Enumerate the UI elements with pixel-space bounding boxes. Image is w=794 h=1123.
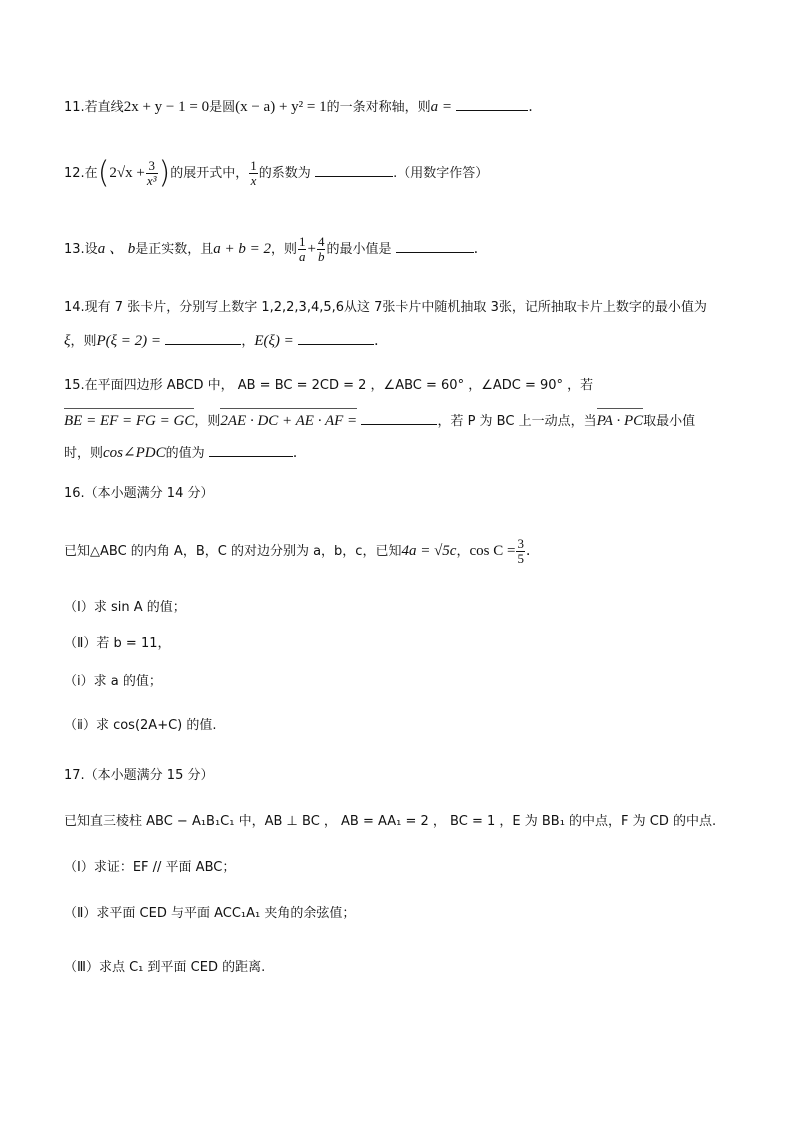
q13-f2-den: b bbox=[317, 249, 325, 264]
question-14-line-1: 14.现有 7 张卡片，分别写上数字 1,2,2,3,4,5,6从这 7张卡片中随机抽取 3张，记所抽取卡片上数字的最小值为 bbox=[64, 300, 707, 315]
q16-end: . bbox=[525, 543, 531, 559]
q14-end: . bbox=[374, 333, 379, 349]
q13-vars: a 、 b bbox=[97, 241, 136, 257]
q13-answer-blank[interactable] bbox=[396, 238, 474, 253]
q12-term-num: 1 bbox=[250, 158, 257, 173]
q14-answer-blank-1[interactable] bbox=[165, 330, 241, 345]
q15-cos: cos∠PDC bbox=[103, 445, 166, 461]
q12-right-paren: ) bbox=[158, 155, 171, 191]
q11-answer-var: a = bbox=[430, 99, 453, 115]
q15-answer-blank-1[interactable] bbox=[361, 410, 437, 425]
question-17-part-2: （Ⅱ）求平面 CED 与平面 ACC₁A₁ 夹角的余弦值； bbox=[64, 906, 356, 921]
q14-expectation: E(ξ) = bbox=[254, 333, 294, 349]
q13-mid1: 是正实数，且 bbox=[135, 242, 214, 257]
q12-mid: 的展开式中， bbox=[170, 166, 249, 181]
q16-stem-prefix: 已知△ABC 的内角 A，B，C 的对边分别为 a，b，c，已知 bbox=[64, 544, 402, 559]
q12-suffix: 的系数为 bbox=[258, 166, 311, 181]
q15-vector-equation: BE = EF = FG = GC bbox=[64, 413, 195, 429]
q11-prefix: 11.若直线 bbox=[64, 100, 124, 115]
q13-end: . bbox=[473, 241, 479, 257]
q11-circle-equation: (x − a) + y² = 1 bbox=[235, 99, 327, 115]
q11-suffix: 的一条对称轴，则 bbox=[326, 100, 431, 115]
q16-fraction bbox=[516, 537, 525, 566]
q13-mid2: ，则 bbox=[270, 242, 297, 257]
question-16-part-2-ii: （ⅱ）求 cos(2A+C) 的值. bbox=[64, 718, 217, 733]
q15-vector-expression: 2AE · DC + AE · AF = bbox=[220, 413, 358, 429]
q12-prefix: 12.在 bbox=[64, 166, 98, 181]
q13-plus: + bbox=[307, 241, 316, 257]
q12-frac-den: x³ bbox=[146, 173, 157, 188]
question-16-part-1: （Ⅰ）求 sin A 的值； bbox=[64, 600, 186, 615]
q15-mid: ，则 bbox=[194, 414, 221, 429]
q13-f1-den: a bbox=[298, 249, 306, 264]
q15-line3-suffix: 的值为 bbox=[165, 446, 205, 461]
q12-left-paren: ( bbox=[97, 155, 110, 191]
q14-xi: ξ bbox=[64, 333, 71, 349]
q16-sep: ， bbox=[456, 544, 470, 559]
question-17-header: 17.（本小题满分 15 分） bbox=[64, 768, 214, 783]
q15-pa-pc: PA · PC bbox=[596, 413, 644, 429]
q14-mid: ，则 bbox=[70, 334, 97, 349]
question-16-part-2: （Ⅱ）若 b = 11， bbox=[64, 636, 171, 651]
question-11 bbox=[64, 96, 754, 118]
q12-term-den: x bbox=[250, 173, 257, 188]
question-15-line-3 bbox=[64, 442, 754, 464]
q13-condition: a + b = 2 bbox=[213, 241, 271, 257]
q13-suffix: 的最小值是 bbox=[326, 242, 392, 257]
q12-expression: 2√x + bbox=[109, 165, 145, 181]
question-17-stem: 已知直三棱柱 ABC − A₁B₁C₁ 中，AB ⊥ BC ， AB = AA₁ = 2 ， BC = 1 ，E 为 BB₁ 的中点，F 为 CD 的中点. bbox=[64, 814, 717, 829]
question-16-part-2-i: （i）求 a 的值； bbox=[64, 674, 162, 689]
q14-sep: ， bbox=[241, 334, 255, 349]
question-13 bbox=[64, 234, 754, 264]
q15-answer-blank-2[interactable] bbox=[209, 442, 293, 457]
q11-line-equation: 2x + y − 1 = 0 bbox=[123, 99, 210, 115]
q11-mid: 是圆 bbox=[209, 100, 236, 115]
q15-end: . bbox=[292, 445, 298, 461]
question-15-line-1: 15.在平面四边形 ABCD 中， AB = BC = 2CD = 2 ，∠ABC = 60° ，∠ADC = 90° ，若 bbox=[64, 378, 594, 393]
q14-answer-blank-2[interactable] bbox=[298, 330, 374, 345]
q16-given-1: 4a = √5c bbox=[401, 543, 457, 559]
q12-end: .（用数字作答） bbox=[393, 166, 489, 181]
q15-after: ，若 P 为 BC 上一动点，当 bbox=[437, 414, 597, 429]
question-14-line-2 bbox=[64, 330, 754, 352]
q16-given-2: cos C = bbox=[469, 543, 516, 559]
question-15-line-2 bbox=[64, 410, 754, 432]
q15-line3-prefix: 时，则 bbox=[64, 446, 104, 461]
q13-fraction-1 bbox=[298, 235, 307, 264]
q12-frac-num: 3 bbox=[146, 159, 158, 174]
question-17-part-1: （I）求证：EF // 平面 ABC； bbox=[64, 860, 236, 875]
question-17-part-3: （Ⅲ）求点 C₁ 到平面 CED 的距离. bbox=[64, 960, 266, 975]
q13-prefix: 13.设 bbox=[64, 242, 98, 257]
q13-f2-num: 4 bbox=[317, 234, 325, 249]
q12-answer-blank[interactable] bbox=[315, 162, 393, 177]
question-16-stem bbox=[64, 536, 754, 566]
q16-frac-den: 5 bbox=[517, 551, 524, 566]
q12-fraction bbox=[146, 159, 158, 188]
question-16-header: 16.（本小题满分 14 分） bbox=[64, 486, 214, 501]
q11-answer-blank[interactable] bbox=[456, 96, 528, 111]
q14-probability: P(ξ = 2) = bbox=[96, 333, 162, 349]
q12-term-fraction bbox=[249, 159, 258, 188]
question-12 bbox=[64, 155, 754, 191]
q13-fraction-2 bbox=[317, 235, 326, 264]
q16-frac-num: 3 bbox=[517, 536, 524, 551]
q15-min: 取最小值 bbox=[643, 414, 696, 429]
q13-f1-num: 1 bbox=[298, 234, 306, 249]
q11-end: . bbox=[528, 99, 533, 115]
